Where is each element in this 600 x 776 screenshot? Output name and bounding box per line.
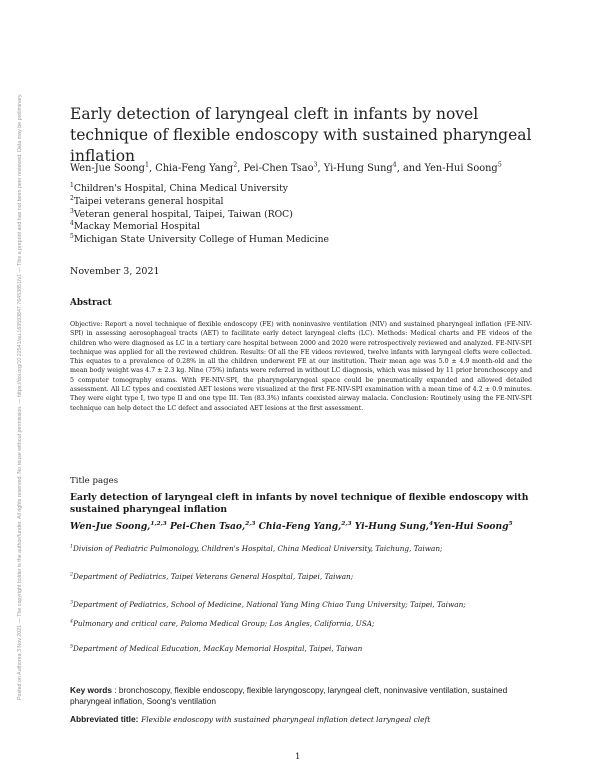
title-pages-label: Title pages (70, 476, 119, 486)
author-affil-sup: 1,2,3 (150, 519, 167, 527)
affiliation-item (70, 183, 329, 196)
affiliation-item (70, 196, 329, 209)
affiliation-list (70, 183, 329, 247)
author-affil-sup: 2 (233, 160, 238, 169)
author-name: Yi-Hung Sung (323, 163, 393, 174)
affiliation-sup: 1 (70, 181, 74, 189)
affiliation-sup: 5 (70, 644, 74, 650)
author-affil-sup: 4 (428, 519, 434, 527)
affiliation-text: Department of Medical Education, MacKay Memorial Hospital, Taipei, Taiwan (73, 644, 363, 653)
title-page-affiliation (70, 572, 353, 581)
title-page-affiliation (70, 544, 442, 553)
preprint-sidebar-notice (14, 60, 26, 700)
affiliation-text: Division of Pediatric Pulmonology, Children's Hospital, China Medical University, Taichung, Taiwan; (73, 544, 443, 553)
title-page-affiliation (70, 619, 375, 628)
affiliation-text: Mackay Memorial Hospital (73, 221, 200, 233)
title-page-title: Early detection of laryngeal cleft in infants by novel technique of flexible endoscopy with sustained pharyngeal inflation (70, 492, 529, 515)
keywords-label: Key words (70, 685, 112, 695)
author-name: Yen-Hui Soong (424, 163, 498, 174)
author-separator: , (237, 163, 244, 174)
author-affil-sup: 2,3 (245, 519, 256, 527)
affiliation-text: Pulmonary and critical care, Paloma Medical Group; Los Angles, California, USA; (73, 619, 375, 628)
affiliation-item (70, 209, 329, 222)
affiliation-text: Michigan State University College of Human Medicine (73, 234, 329, 246)
author-separator: , and (396, 163, 425, 174)
author-name: Wen-Jue Soong, (70, 521, 151, 532)
affiliation-text: Department of Pediatrics, Taipei Veterans General Hospital, Taipei, Taiwan; (73, 572, 354, 581)
affiliation-text: Veteran general hospital, Taipei, Taiwan (ROC) (73, 208, 293, 220)
author-name: Yi-Hung Sung, (354, 521, 429, 532)
title-page-author-list (70, 521, 513, 532)
abstract-text: Objective: Report a novel technique of flexible endoscopy (FE) with noninvasive ventilation (NIV) and sustained pharyngeal inflation (FE-NIV-SPI) in assessing aerosophageal tracts (AET) to facilitate early detect laryngeal clefts (LC). Methods: Medical charts and FE videos of the children who were diagnosed as LC in a tertiary care hospital between 2000 and 2020 were retrospectively reviewed and analyzed. FE-NIV-SPI technique was applied for all the reviewed children. Results: Of all the FE videos reviewed, twelve infants with laryngeal clefts were collected. This equates to a prevalence of 0.28% in all the children underwent FE at our institution. Their mean age was 5.0 ± 4.9 month-old and the mean body weight was 4.7 ± 2.3 kg. Nine (75%) infants were referred in without LC diagnosis, which was missed by 11 prior bronchoscopy and 5 computer tomography exams. With FE-NIV-SPI, the pharyngolaryngeal space could be pneumatically expanded and allowed detailed assessment. All LC types and coexisted AET lesions were visualized at the first FE-NIV-SPI examination with a mean time of 4.2 ± 0.9 minutes. They were eight type I, two type II and one type III. Ten (83.3%) infants coexisted airway malacia. Conclusion: Routinely using the FE-NIV-SPI technique can help detect the LC defect and associated AET lesions at the first assessment. (70, 321, 532, 412)
author-separator: , (148, 163, 156, 174)
affiliation-sup: 5 (70, 233, 74, 241)
author-name: Pei-Chen Tsao (243, 163, 314, 174)
affiliation-sup: 2 (70, 572, 74, 578)
author-affil-sup: 4 (392, 160, 397, 169)
affiliation-sup: 1 (70, 544, 74, 550)
abbrev-text: Flexible endoscopy with sustained pharyngeal inflation detect laryngeal cleft (141, 715, 431, 724)
author-separator: , (317, 163, 324, 174)
affiliation-text: Taipei veterans general hospital (73, 195, 224, 207)
affiliation-sup: 3 (70, 600, 74, 606)
author-affil-sup: 2,3 (341, 519, 352, 527)
author-affil-sup: 1 (144, 160, 149, 169)
author-name: Chia-Feng Yang, (258, 521, 342, 532)
affiliation-sup: 4 (70, 619, 74, 625)
title-page-affiliation (70, 644, 362, 653)
author-affil-sup: 5 (508, 519, 513, 527)
author-affil-sup: 5 (497, 160, 502, 169)
affiliation-sup: 3 (70, 207, 74, 215)
affiliation-sup: 2 (70, 194, 74, 202)
author-affil-sup: 3 (313, 160, 318, 169)
abstract-heading: Abstract (70, 298, 112, 308)
author-name: Wen-Jue Soong (70, 163, 145, 174)
affiliation-item (70, 221, 329, 234)
keywords-text: bronchoscopy, flexible endoscopy, flexible laryngoscopy, laryngeal cleft, noninvasive ventilation, sustained pharyngeal inflation, Soong's ventilation (70, 685, 508, 706)
abbrev-label: Abbreviated title: (70, 714, 139, 724)
author-name: Pei-Chen Tsao, (169, 521, 246, 532)
sidebar-text: Posted on Authorea 3 Nov 2021 — The copyright holder is the author/funder. All rights reserved. No reuse without permission. — https://doi.org/10.22541/au.163593847.76453851/v1 — This a preprint and has not been peer reviewed. Data may be preliminary. (17, 93, 23, 700)
paper-title: Early detection of laryngeal cleft in infants by novel technique of flexible endoscopy with sustained pharyngeal inflation (70, 105, 532, 165)
author-name: Chia-Feng Yang (155, 163, 234, 174)
author-list (70, 160, 502, 175)
keywords: Key words : bronchoscopy, flexible endoscopy, flexible laryngoscopy, laryngeal cleft, noninvasive ventilation, sustained pharyngeal inflation, Soong's ventilation (70, 685, 508, 706)
title-page-affiliation (70, 600, 466, 609)
affiliation-text: Department of Pediatrics, School of Medicine, National Yang Ming Chiao Tung University; Taipei, Taiwan; (73, 600, 466, 609)
publication-date: November 3, 2021 (70, 266, 160, 277)
abbreviated-title (70, 714, 430, 724)
author-name: Yen-Hui Soong (433, 521, 509, 532)
page-number: 1 (295, 752, 301, 762)
affiliation-item (70, 234, 329, 247)
affiliation-sup: 4 (70, 220, 74, 228)
affiliation-text: Children's Hospital, China Medical University (73, 183, 288, 194)
